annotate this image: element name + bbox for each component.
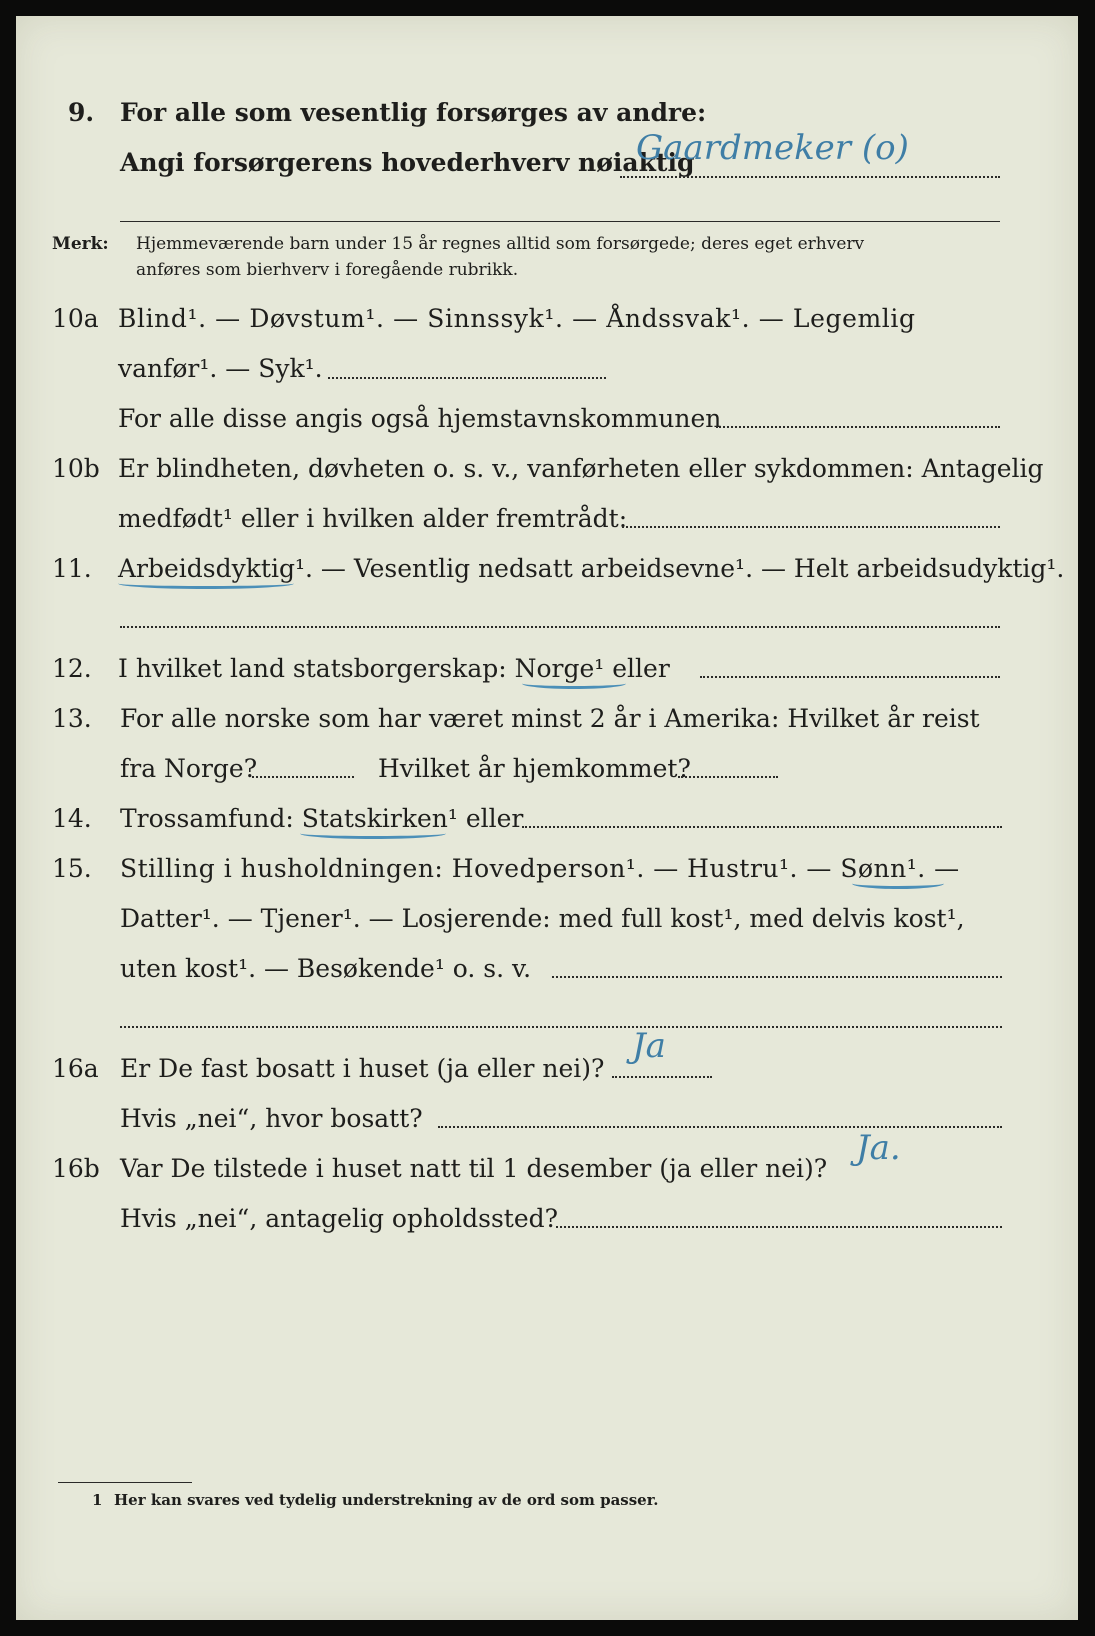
question-13-line-2a: fra Norge? — [120, 754, 258, 783]
answer-line-14 — [522, 826, 1002, 828]
question-9-number: 9. — [68, 98, 95, 127]
answer-line-9b — [120, 221, 1000, 222]
question-16b-number: 16b — [52, 1154, 100, 1183]
question-15-line-1: Stilling i husholdningen: Hovedperson¹. — Hustru¹. — Sønn¹. — — [120, 854, 960, 883]
answer-line-15 — [552, 976, 1002, 978]
footnote-rule — [58, 1482, 192, 1483]
answer-line-16a — [612, 1076, 712, 1078]
answer-line-10a — [328, 377, 606, 379]
handwritten-answer-16a: Ja — [632, 1026, 666, 1066]
note-line-1: Hjemmeværende barn under 15 år regnes alltid som forsørgede; deres eget erhverv — [136, 234, 865, 254]
answer-line-10a-home — [716, 426, 1000, 428]
underline-sonn — [852, 878, 944, 889]
answer-line-13-departed — [252, 776, 354, 778]
question-9-text: For alle som vesentlig forsørges av andre: — [120, 98, 707, 127]
question-15-line-3: uten kost¹. — Besøkende¹ o. s. v. — [120, 954, 532, 983]
answer-line-11 — [120, 626, 1000, 628]
underline-norge — [522, 678, 626, 689]
question-14-line-1: Trossamfund: Statskirken¹ eller — [120, 804, 524, 833]
question-10b-line-2: medfødt¹ eller i hvilken alder fremtrådt: — [118, 504, 628, 533]
question-11-number: 11. — [52, 554, 92, 583]
footnote-mark: 1 — [92, 1491, 103, 1509]
note-label: Merk: — [52, 234, 109, 254]
answer-line-9 — [620, 176, 1000, 178]
question-15-line-2: Datter¹. — Tjener¹. — Losjerende: med full kost¹, med delvis kost¹, — [120, 904, 965, 933]
question-15-number: 15. — [52, 854, 92, 883]
question-10b-number: 10b — [52, 454, 100, 483]
question-11-line-1: Arbeidsdyktig¹. — Vesentlig nedsatt arbeidsevne¹. — Helt arbeidsudyktig¹. — [118, 554, 1065, 583]
answer-line-13-returned — [678, 776, 778, 778]
question-16b-line-2: Hvis „nei“, antagelig opholdssted? — [120, 1204, 559, 1233]
question-16a-number: 16a — [52, 1054, 99, 1083]
underline-arbeidsdyktig — [118, 578, 294, 589]
question-16a-line-2: Hvis „nei“, hvor bosatt? — [120, 1104, 423, 1133]
footnote-text: Her kan svares ved tydelig understrekning av de ord som passer. — [114, 1491, 659, 1509]
question-10a-number: 10a — [52, 304, 99, 333]
answer-line-12 — [700, 676, 1000, 678]
census-form-page — [16, 16, 1078, 1620]
answer-line-10b — [622, 526, 1000, 528]
question-14-number: 14. — [52, 804, 92, 833]
question-16a-line-1: Er De fast bosatt i huset (ja eller nei)? — [120, 1054, 605, 1083]
handwritten-answer-16b: Ja. — [856, 1128, 901, 1168]
question-10a-line-1: Blind¹. — Døvstum¹. — Sinnssyk¹. — Åndssvak¹. — Legemlig — [118, 304, 916, 333]
handwritten-answer-9: Gaardmeker (o) — [636, 128, 909, 168]
answer-line-16a-where — [438, 1126, 1002, 1128]
question-10a-line-3: For alle disse angis også hjemstavnskommunen — [118, 404, 722, 433]
question-9-subtext: Angi forsørgerens hovederhverv nøiaktig — [120, 148, 695, 177]
question-10a-line-2: vanfør¹. — Syk¹. — [118, 354, 323, 383]
note-line-2: anføres som bierhverv i foregående rubrikk. — [136, 260, 519, 280]
question-16b-line-1: Var De tilstede i huset natt til 1 desember (ja eller nei)? — [120, 1154, 828, 1183]
underline-statskirken — [300, 828, 446, 839]
answer-line-16b — [556, 1226, 1002, 1228]
question-10b-line-1: Er blindheten, døvheten o. s. v., vanførheten eller sykdommen: Antagelig — [118, 454, 1044, 483]
question-13-line-1: For alle norske som har været minst 2 år i Amerika: Hvilket år reist — [120, 704, 980, 733]
question-13-number: 13. — [52, 704, 92, 733]
question-13-line-2b: Hvilket år hjemkommet? — [378, 754, 691, 783]
question-12-line-1: I hvilket land statsborgerskap: Norge¹ eller — [118, 654, 670, 683]
question-12-number: 12. — [52, 654, 92, 683]
answer-line-15b — [120, 1026, 1002, 1028]
